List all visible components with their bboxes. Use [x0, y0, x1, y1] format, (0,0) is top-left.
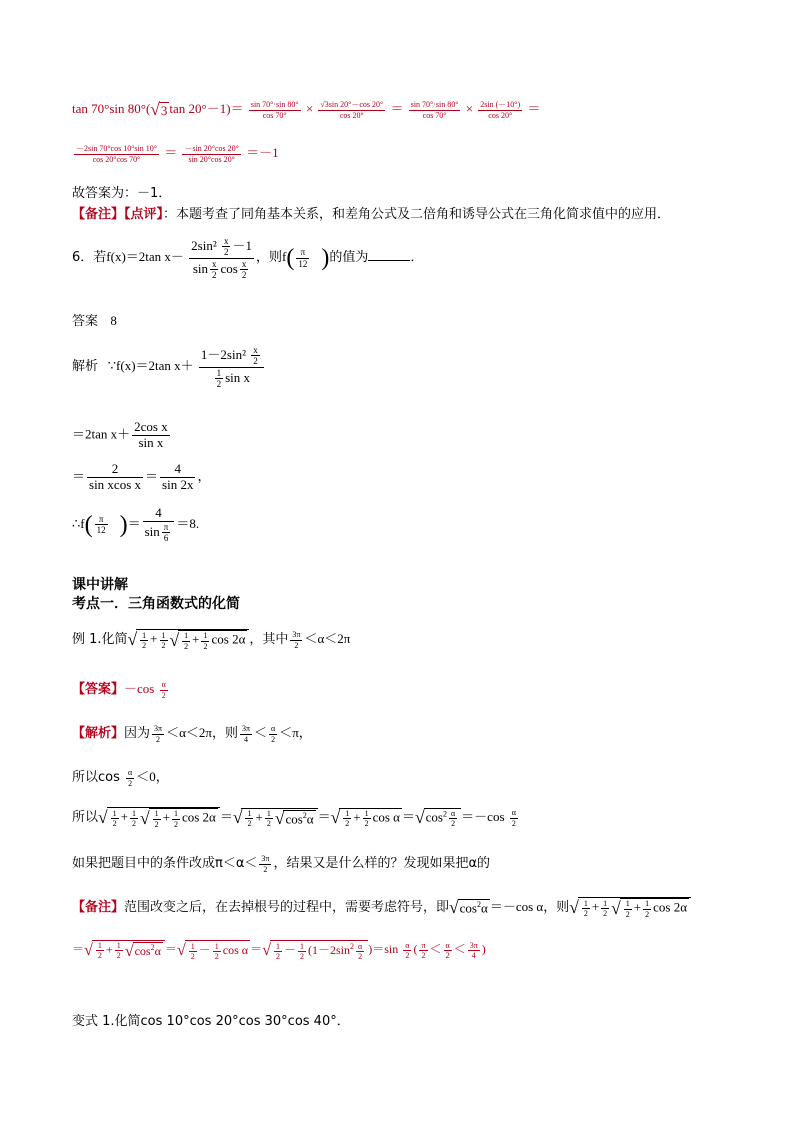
expr-lead: tan 70°sin 80°(: [72, 101, 151, 116]
note-2-line-2: ＝√ $\frac{1}{2}$ + $\frac{1}{2}$ $√\cos^2\alpha$ ＝√ $\frac{1}{2}$ － $\frac{1}{2}$ cos α ＝√ $\frac{1}{2}$ － $\frac{1}{2}$ ($1-2\sin^2$ $\frac{\alpha}{2}$ )＝sin $\frac{\alpha}{2}$ ( $\frac{\pi}{2}$ ＜ $\frac{\alpha}{2}$ ＜ $\frac{3\pi}{4}$ ): [72, 940, 486, 961]
equals-sign: ＝: [390, 101, 404, 116]
times-sign: ×: [305, 101, 314, 116]
answer-line: 故答案为：－1．: [72, 186, 172, 201]
sqrt-3: 3: [160, 102, 168, 118]
answer-blank: [368, 260, 410, 261]
fraction: 1－2sin² $\frac{x}{2}$ $\frac{1}{2}$ sin x: [199, 345, 264, 389]
kp1-title: 考点一．三角函数式的化简: [72, 596, 240, 612]
analysis-line-4: ∴f( $\frac{\pi}{12}$ )＝ 4 sin $\frac{\pi}{6}$ ＝8.: [72, 505, 200, 544]
fraction: $\frac{√3\sin 20^\circ-\cos 20^\circ}{\cos 20^\circ}$: [320, 100, 384, 120]
fraction: $\frac{\sin 70^\circ\cdot\sin 80^\circ}{\cos 70^\circ}$: [250, 100, 299, 120]
analysis-line-1: 解析 ∵f(x)＝2tan x＋ 1－2sin² $\frac{x}{2}$ $\frac{1}{2}$ sin x: [72, 345, 266, 389]
fraction: $\frac{\pi}{12}$: [298, 247, 308, 269]
fraction: $\frac{2\sin (-10^\circ)}{\cos 20^\circ}$: [480, 100, 521, 120]
equals-sign: ＝: [164, 145, 178, 160]
derivation-line-1: [72, 98, 540, 120]
equals-sign: ＝: [527, 101, 541, 116]
fraction: 2sin² $\frac{x}{2}$ －1 sin $\frac{x}{2}$ cos $\frac{x}{2}$: [191, 236, 252, 281]
fraction: $\frac{2}{\text{sin xcos x}}$: [89, 461, 142, 492]
analysis-line-2: ＝2tan x＋ $\frac{\text{2cos x}}{\text{sin x}}$: [72, 419, 168, 450]
fraction: $\frac{-\sin 20^\circ\cos 20^\circ}{\sin 20^\circ\cos 20^\circ}$: [184, 144, 239, 164]
example-1-answer: 【答案】－cos $\frac{\alpha}{2}$: [72, 680, 166, 700]
result: ＝－1: [246, 145, 279, 160]
note-2-line-1: 【备注】范围改变之后，在去掉根号的过程中，需要考虑符号，即$√\cos^2\alpha =-\cos$ α，则√ $\frac{1}{2}$ + $\frac{1}{2}$ √ $\frac{1}{2}$ + $\frac{1}{2}$ cos 2α: [72, 896, 691, 919]
expr-lead-tail: tan 20°－1)＝: [169, 101, 244, 116]
fraction: $\frac{4}{\sin 2x}$: [162, 461, 194, 492]
so-line-2: 所以√ $\frac{1}{2}$ + $\frac{1}{2}$ √ $\frac{1}{2}$ + $\frac{1}{2}$ cos 2α ＝√ $\frac{1}{2}$ + $\frac{1}{2}$ $√\cos^2\alpha$ ＝√ $\frac{1}{2}$ + $\frac{1}{2}$ $\cos \alpha =√\cos^2$ $\frac{\alpha}{2}$ ＝－cos $\frac{\alpha}{2}$: [72, 807, 516, 829]
example-1: 例 1.化简√ $\frac{1}{2}$ + $\frac{1}{2}$ √ $\frac{1}{2}$ + $\frac{1}{2}$ cos 2α ，其中 $\frac{3\pi}{2}$ ＜α＜2π: [72, 629, 351, 651]
what-if-line: 如果把题目中的条件改成π＜α＜ $\frac{3\pi}{2}$ ，结果又是什么样的？发现如果把α的: [72, 854, 491, 874]
times-sign: ×: [465, 101, 474, 116]
variant-1: 变式 1.化简cos 10°cos 20°cos 30°cos 40°．: [72, 1014, 350, 1029]
derivation-line-2: [72, 142, 279, 164]
so-line-1: 所以cos $\frac{\alpha}{2}$ ＜0，: [72, 768, 169, 788]
note-text: ：本题考查了同角基本关系，和差角公式及二倍角和诱导公式在三角化简求值中的应用．: [163, 207, 671, 222]
question-6: 6．若f(x)＝2tan x－ 2sin² $\frac{x}{2}$ －1 sin $\frac{x}{2}$ cos $\frac{x}{2}$ ，则f( $\frac{\pi}{12}$ )的值为 ．: [72, 236, 424, 281]
q6-answer: 答案 8: [72, 313, 117, 329]
note-review: [72, 203, 670, 222]
fraction: 4 sin $\frac{\pi}{6}$: [143, 506, 175, 544]
analysis-line-3: ＝ $\frac{2}{\text{sin xcos x}}$ ＝ $\frac{4}{\sin 2x}$ ，: [72, 461, 211, 492]
fraction: $\frac{\text{2cos x}}{\text{sin x}}$: [134, 419, 168, 450]
example-1-analysis: 【解析】因为 $\frac{3\pi}{2}$ ＜α＜2π，则 $\frac{3\pi}{4}$ ＜ $\frac{\alpha}{2}$ ＜π，: [72, 724, 312, 744]
note-tag: 【备注】【点评】: [72, 207, 164, 222]
fraction: $\frac{\pi}{12}$: [96, 513, 106, 536]
fraction: $\frac{\sin 70^\circ\cdot\sin 80^\circ}{\cos 70^\circ}$: [410, 100, 459, 120]
section-title: 课中讲解: [72, 577, 128, 593]
sqrt-sign: √: [150, 99, 160, 120]
fraction: $\frac{-2\sin 70^\circ\cos 10^\circ\sin 10^\circ}{\cos 20^\circ\cos 70^\circ}$: [76, 144, 157, 164]
